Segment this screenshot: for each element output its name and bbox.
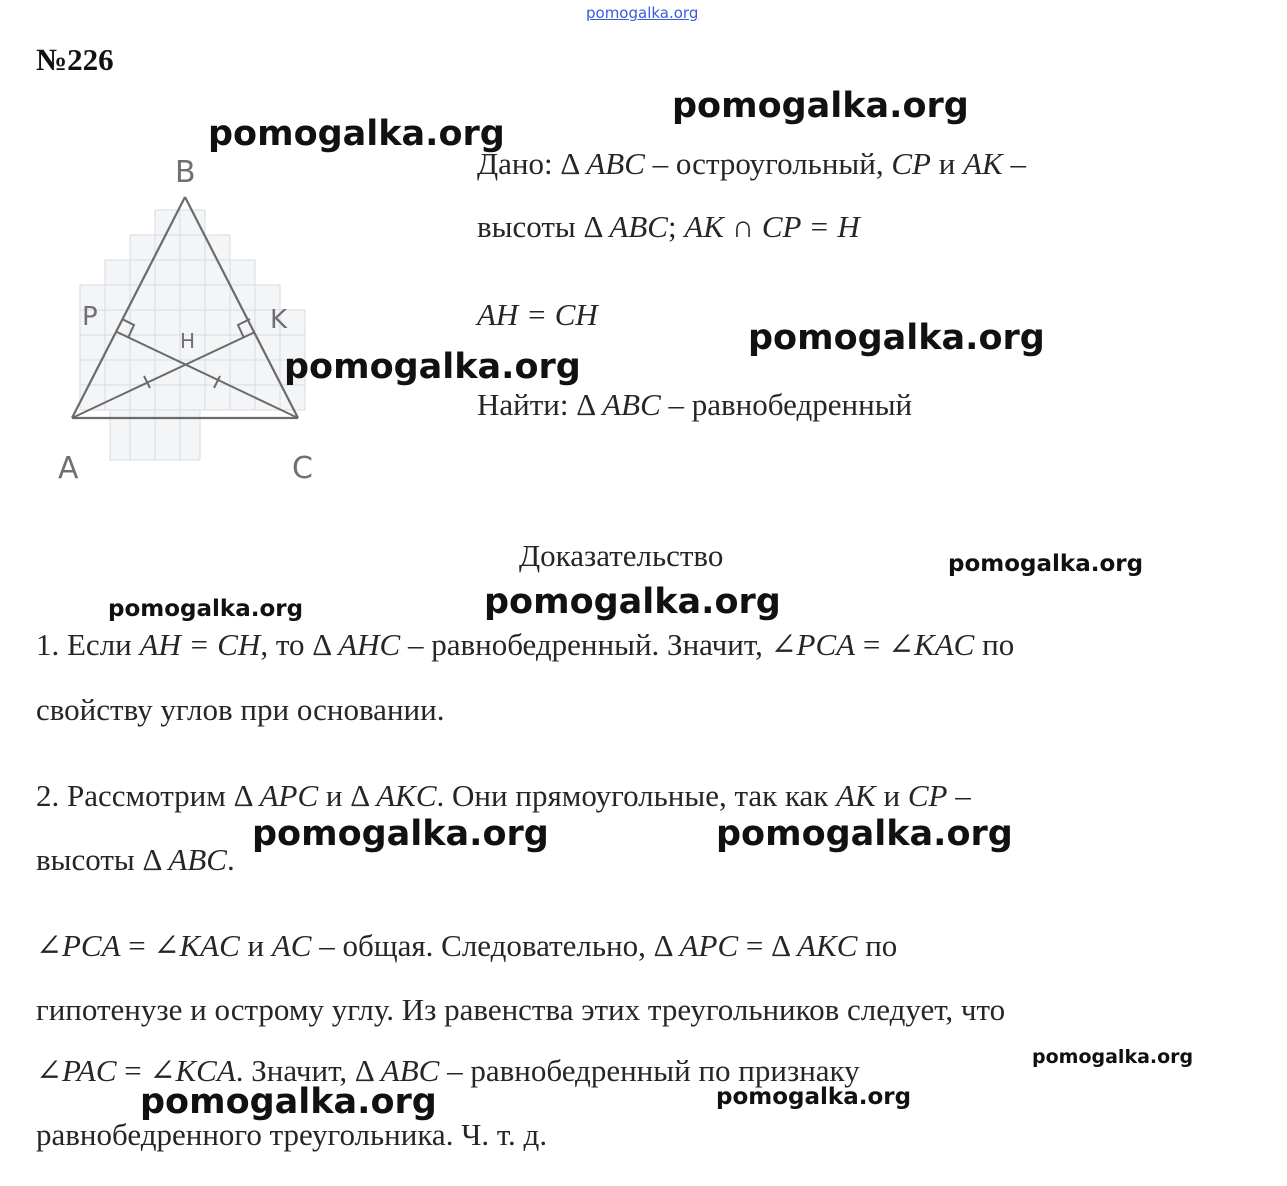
- proof-heading: Доказательство: [519, 538, 724, 573]
- find-math: ABC: [602, 387, 661, 422]
- proof-p1-line-2: свойству углов при основании.: [36, 692, 445, 727]
- proof-math: AKC: [797, 928, 858, 963]
- proof-p2-line-2: [36, 842, 235, 878]
- given-math: AK: [963, 146, 1003, 181]
- watermark: pomogalka.org: [716, 814, 1013, 854]
- given-math: ABC: [609, 209, 668, 244]
- find-text: – равнобедренный: [660, 387, 913, 422]
- given-math: ABC: [586, 146, 645, 181]
- proof-text: =: [855, 627, 889, 662]
- proof-math: AC: [271, 928, 312, 963]
- label-p: P: [82, 302, 98, 332]
- proof-text: =: [116, 1053, 150, 1088]
- proof-text: , то Δ: [260, 627, 339, 662]
- given-text: –: [1002, 146, 1026, 181]
- proof-p3-line-4: равнобедренного треугольника. Ч. т. д.: [36, 1117, 548, 1152]
- proof-text: –: [947, 778, 971, 813]
- proof-math: AKC: [376, 778, 437, 813]
- given-math: AK: [684, 209, 724, 244]
- proof-text: и Δ: [318, 778, 377, 813]
- watermark: pomogalka.org: [140, 1082, 437, 1122]
- proof-text: и: [239, 928, 272, 963]
- proof-math: ∠KAC: [153, 928, 240, 963]
- proof-text: . Они прямоугольные, так как: [436, 778, 837, 813]
- given-line-2: [477, 209, 860, 245]
- given-text: высоты Δ: [477, 209, 610, 244]
- proof-text: – общая. Следовательно, Δ: [311, 928, 680, 963]
- proof-math: ∠PAC: [36, 1053, 117, 1088]
- proof-text: по: [974, 627, 1015, 662]
- proof-p3-line-2: гипотенузе и острому углу. Из равенства этих треугольников следует, что: [36, 992, 1006, 1027]
- proof-math: APC: [679, 928, 739, 963]
- watermark: pomogalka.org: [252, 814, 549, 854]
- given-math: CP = H: [761, 209, 860, 244]
- watermark: pomogalka.org: [208, 114, 505, 154]
- proof-math: ABC: [168, 842, 227, 877]
- watermark: pomogalka.org: [672, 86, 969, 126]
- proof-text: .: [226, 842, 235, 877]
- proof-text: по: [857, 928, 898, 963]
- given-text: ∩: [723, 209, 762, 244]
- proof-math: ∠PCA: [36, 928, 121, 963]
- proof-math: AK: [836, 778, 876, 813]
- proof-text: . Значит, Δ: [235, 1053, 381, 1088]
- proof-math: APC: [259, 778, 319, 813]
- proof-math: AH = CH: [139, 627, 261, 662]
- watermark: pomogalka.org: [716, 1084, 912, 1110]
- label-a: A: [58, 451, 79, 486]
- given-text: и: [930, 146, 964, 181]
- proof-text: =: [120, 928, 154, 963]
- given-math: CP: [891, 146, 931, 181]
- proof-text: высоты Δ: [36, 842, 169, 877]
- proof-math: AHC: [338, 627, 401, 662]
- label-c: C: [292, 451, 313, 486]
- find-text: Найти: Δ: [477, 387, 603, 422]
- label-k: K: [270, 305, 288, 335]
- top-watermark-link[interactable]: pomogalka.org: [586, 4, 699, 22]
- proof-p3-line-1: [36, 928, 897, 964]
- proof-text: и: [875, 778, 908, 813]
- problem-number: №226: [36, 42, 114, 77]
- find-line: [477, 387, 912, 423]
- triangle-figure: [30, 120, 350, 490]
- given-line-1: [477, 146, 1026, 182]
- proof-text: – равнобедренный по признаку: [439, 1053, 860, 1088]
- given-text: Дано: Δ: [477, 146, 587, 181]
- watermark: pomogalka.org: [1032, 1046, 1194, 1068]
- given-text: – остроугольный,: [644, 146, 892, 181]
- proof-text: 2. Рассмотрим Δ: [36, 778, 260, 813]
- given-line-3: AH = CH: [477, 297, 598, 332]
- proof-math: ∠KCA: [149, 1053, 236, 1088]
- proof-p1-line-1: [36, 627, 1014, 663]
- label-h: H: [180, 329, 196, 353]
- given-text: ;: [667, 209, 685, 244]
- proof-text: – равнобедренный. Значит,: [400, 627, 771, 662]
- label-b: B: [175, 155, 196, 190]
- proof-math: ∠KAC: [888, 627, 975, 662]
- proof-p2-line-1: [36, 778, 971, 814]
- proof-text: = Δ: [738, 928, 798, 963]
- watermark: pomogalka.org: [484, 582, 781, 622]
- proof-math: CP: [907, 778, 948, 813]
- proof-math: ABC: [380, 1053, 440, 1088]
- watermark: pomogalka.org: [284, 347, 581, 387]
- watermark: pomogalka.org: [108, 596, 304, 622]
- watermark: pomogalka.org: [948, 551, 1144, 577]
- watermark: pomogalka.org: [748, 318, 1045, 358]
- proof-math: ∠PCA: [770, 627, 856, 662]
- proof-text: 1. Если: [36, 627, 140, 662]
